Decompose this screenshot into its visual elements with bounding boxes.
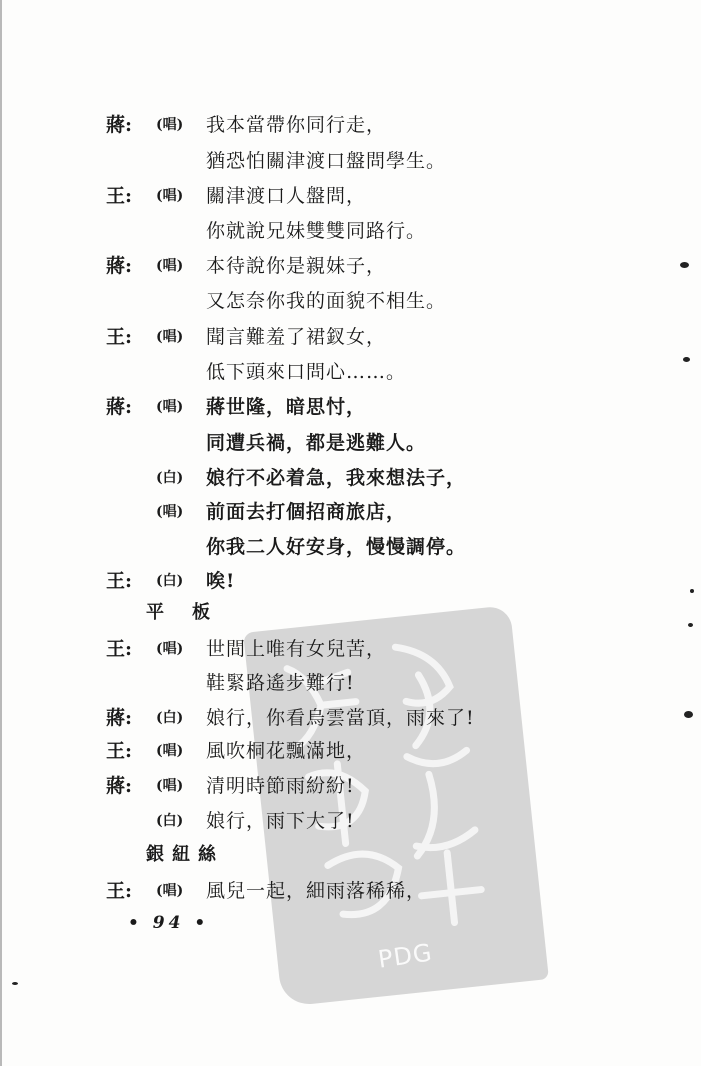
speaker-label: 王: [106,740,133,762]
page-number: • 94 • [128,913,210,933]
mode-label: (唱) [156,258,184,274]
mode-label: (唱) [156,883,184,899]
line-text: 清明時節雨紛紛! [206,775,355,797]
mode-label: (白) [156,470,184,486]
line-text: 你我二人好安身，慢慢調停。 [206,536,467,558]
line-text: 風吹桐花飄滿地， [206,740,367,762]
line-text: 本待說你是親妹子， [206,255,387,277]
mode-label: (唱) [156,778,184,794]
mode-label: (唱) [156,329,184,345]
speaker-label: 蔣: [106,775,133,797]
line-text: 娘行，雨下大了! [206,810,355,832]
speaker-label: 王: [106,326,133,348]
ink-speck [684,711,693,718]
line-text: 風兒一起，細雨落稀稀， [206,880,427,902]
line-text: 世間上唯有女兒苦， [206,638,387,660]
line-text: 又怎奈你我的面貌不相生。 [206,290,447,312]
line-text: 猶恐怕關津渡口盤問學生。 [206,150,447,172]
line-text: 鞋緊路遙步難行! [206,672,355,694]
ink-speck [683,357,690,362]
mode-label: (白) [156,813,184,829]
tune-heading: 平板 [146,602,238,623]
mode-label: (白) [156,573,184,589]
ink-speck [688,623,693,627]
line-text: 我本當帶你同行走， [206,114,387,136]
mode-label: (唱) [156,641,184,657]
watermark-label: PDG [376,938,435,974]
mode-label: (唱) [156,399,184,415]
speaker-label: 蔣: [106,396,133,418]
line-text: 關津渡口人盤問， [206,185,367,207]
mode-label: (唱) [156,743,184,759]
speaker-label: 蔣: [106,255,133,277]
ink-speck [12,982,18,985]
speaker-label: 王: [106,570,133,592]
speaker-label: 王: [106,638,133,660]
line-text: 你就說兄妹雙雙同路行。 [206,220,427,242]
ink-speck [680,262,689,268]
speaker-label: 蔣: [106,707,133,729]
tune-heading: 銀紐絲 [146,844,224,865]
line-text: 娘行，你看烏雲當頂，雨來了! [206,707,475,729]
mode-label: (白) [156,710,184,726]
line-text: 低下頭來口問心……。 [206,361,407,383]
mode-label: (唱) [156,188,184,204]
speaker-label: 王: [106,185,133,207]
line-text: 娘行不必着急，我來想法子， [206,467,467,489]
line-text: 同遭兵禍，都是逃難人。 [206,432,427,454]
line-text: 聞言難羞了裙釵女， [206,326,387,348]
line-text: 前面去打個招商旅店， [206,501,407,523]
line-text: 唉! [206,570,236,592]
mode-label: (唱) [156,117,184,133]
ink-speck [690,589,694,593]
speaker-label: 王: [106,880,133,902]
mode-label: (唱) [156,504,184,520]
speaker-label: 蔣: [106,114,133,136]
line-text: 蔣世隆，暗思忖， [206,396,367,418]
page-binding-edge [0,0,2,1066]
